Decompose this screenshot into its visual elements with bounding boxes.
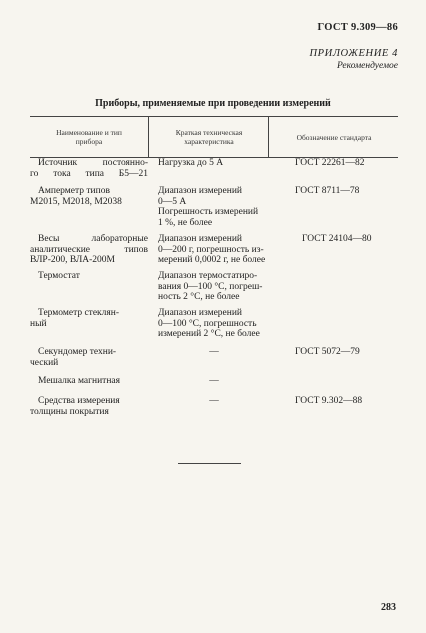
appendix-title: ПРИЛОЖЕНИЕ 4 (309, 48, 398, 59)
table-header (30, 116, 398, 158)
instrument-standard: ГОСТ 22261—82 (295, 158, 365, 168)
instrument-description: Диапазон измерений 0—5 А Погрешность измерений 1 %, не более (158, 186, 259, 228)
instrument-standard: ГОСТ 24104—80 (302, 234, 372, 244)
appendix-subtitle: Рекомендуемое (336, 61, 398, 71)
standard-header: ГОСТ 9.309—86 (317, 22, 398, 33)
column-header-description: Краткая техническая характеристика (148, 117, 269, 157)
instrument-standard: ГОСТ 9.302—88 (295, 396, 363, 406)
table-title: Приборы, применяемые при проведении измерений (95, 98, 331, 109)
instrument-name: Источник постоянно- го тока типа Б5—21 (30, 158, 148, 179)
instrument-name: Амперметр типов М2015, М2018, М2038 (30, 186, 122, 207)
instrument-description: Диапазон термостатиро- вания 0—100 °С, погреш- ность 2 °С, не более (158, 271, 263, 302)
instrument-description: Диапазон измерений 0—100 °С, погрешность измерений 2 °С, не более (158, 308, 260, 339)
instrument-name: Термостат (38, 271, 80, 281)
instrument-description: Нагрузка до 5 А (158, 158, 224, 168)
column-header-name: Наименование и тип прибора (56, 128, 122, 146)
page-number: 283 (381, 602, 396, 613)
instrument-standard: ГОСТ 8711—78 (295, 186, 360, 196)
instruments-table (30, 116, 398, 417)
instrument-description: — (209, 347, 219, 357)
appendix-block (309, 48, 398, 72)
instrument-description: — (209, 376, 219, 386)
instrument-name: Средства измерения толщины покрытия (30, 396, 120, 417)
column-header-standard: Обозначение стандарта (268, 117, 399, 157)
instrument-description: Диапазон измерений 0—200 г, погрешность из- мерений 0,0002 г, не более (158, 234, 266, 265)
instrument-standard: ГОСТ 5072—79 (295, 347, 360, 357)
instrument-name: Секундомер техни- ческий (30, 347, 117, 368)
instrument-name: Мешалка магнитная (38, 376, 121, 386)
instrument-name: Термометр стеклян- ный (30, 308, 120, 329)
instrument-description: — (209, 396, 219, 406)
separator-rule (178, 463, 241, 464)
instrument-name: Весы лабораторные аналитические типов ВЛР-200, ВЛА-200М (30, 234, 148, 265)
